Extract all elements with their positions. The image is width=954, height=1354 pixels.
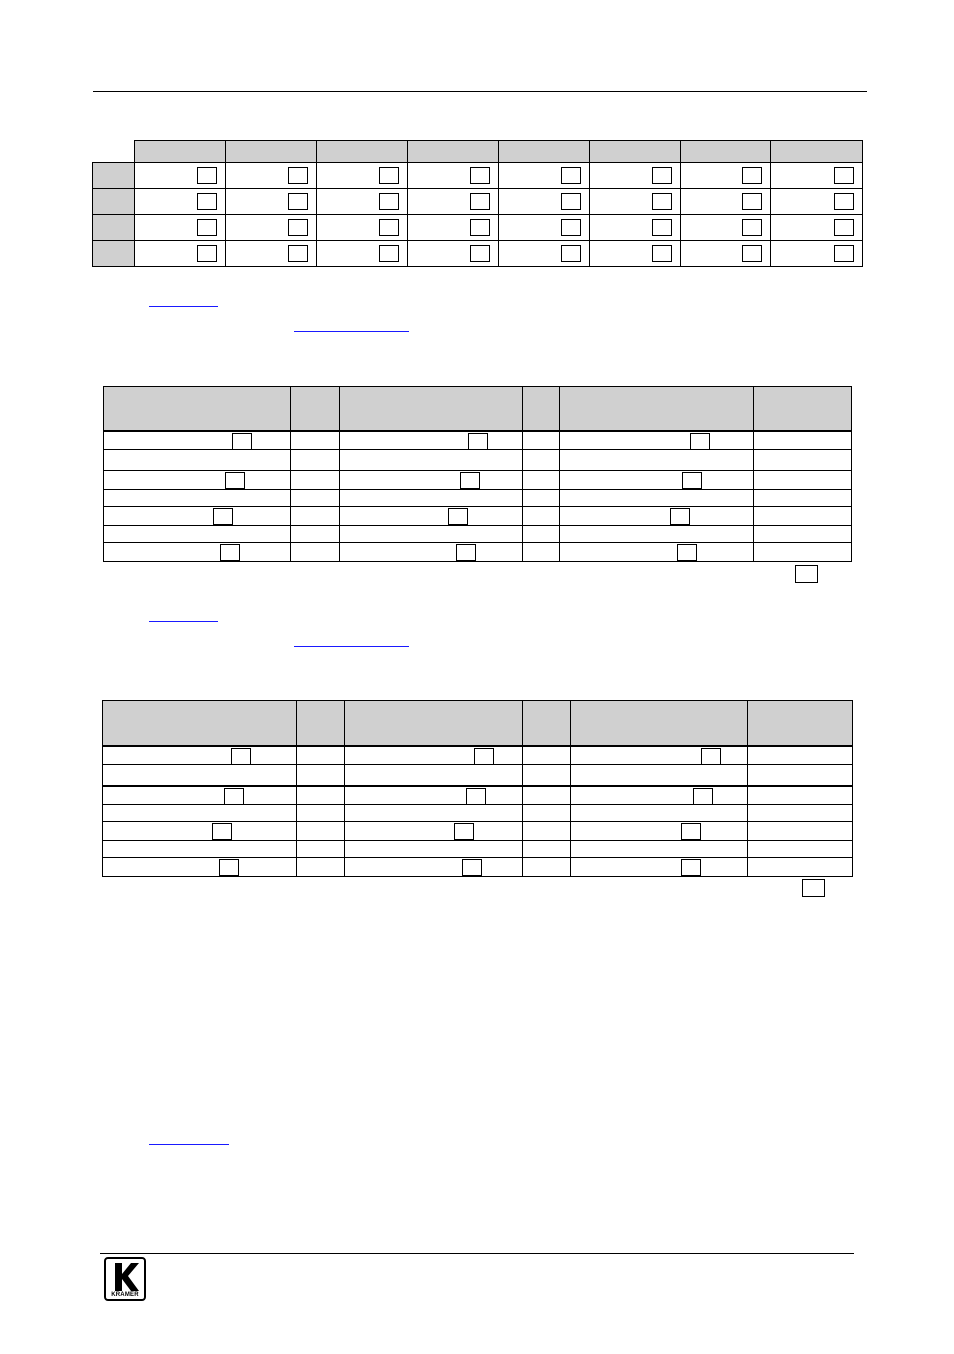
table-header-row [104,387,852,431]
checkbox[interactable] [470,167,490,184]
checkbox[interactable] [470,219,490,236]
checkbox[interactable] [834,193,854,210]
checkbox[interactable] [652,193,672,210]
checkbox[interactable] [379,193,399,210]
checkbox[interactable] [460,472,480,489]
table-row [104,507,852,526]
link-underline[interactable] [149,1144,229,1145]
checkbox[interactable] [474,748,494,765]
checkbox[interactable] [742,167,762,184]
checkbox[interactable] [197,193,217,210]
checkbox[interactable] [561,219,581,236]
grid-row [93,241,863,267]
checkbox[interactable] [379,245,399,262]
checkbox[interactable] [213,508,233,525]
checkbox[interactable] [561,167,581,184]
checkbox[interactable] [693,788,713,805]
checkbox[interactable] [701,748,721,765]
kramer-logo-text: KRAMER [111,1292,139,1298]
checkbox[interactable] [454,823,474,840]
checkbox[interactable] [834,167,854,184]
table-row [103,805,853,822]
checkbox[interactable] [742,245,762,262]
checkbox[interactable] [232,433,252,450]
checkbox[interactable] [652,219,672,236]
checkbox[interactable] [470,193,490,210]
checkbox[interactable] [466,788,486,805]
checkbox[interactable] [197,219,217,236]
checkbox[interactable] [288,167,308,184]
checkbox[interactable] [379,219,399,236]
checkbox[interactable] [224,788,244,805]
table-row [103,786,853,805]
table-row [103,746,853,765]
checkbox[interactable] [742,219,762,236]
grid-table [92,140,863,267]
checkbox[interactable] [681,859,701,876]
table-row [103,765,853,786]
checkbox[interactable] [470,245,490,262]
link-underline[interactable] [294,646,409,647]
table-row [104,431,852,450]
checkbox[interactable] [834,245,854,262]
kramer-logo [104,1257,146,1301]
checkbox[interactable] [652,167,672,184]
checkbox[interactable] [682,472,702,489]
table-row [103,822,853,841]
table-row [104,526,852,543]
table-row [104,450,852,471]
link-underline[interactable] [149,306,218,307]
table-row [104,471,852,490]
checkbox[interactable] [219,859,239,876]
link-underline[interactable] [149,621,218,622]
checkbox[interactable] [681,823,701,840]
checkbox[interactable] [379,167,399,184]
checkbox[interactable] [462,859,482,876]
table-a [103,386,852,562]
checkbox[interactable] [834,219,854,236]
checkbox[interactable] [456,544,476,561]
checkbox[interactable] [197,245,217,262]
checkbox[interactable] [468,433,488,450]
header-rule [93,91,867,92]
footer-rule [100,1253,854,1254]
link-underline[interactable] [294,331,409,332]
checkbox[interactable] [742,193,762,210]
checkbox[interactable] [670,508,690,525]
table-row [103,841,853,858]
table-header-row [103,701,853,746]
table-row [104,543,852,562]
checkbox[interactable] [677,544,697,561]
checkbox[interactable] [288,193,308,210]
checkbox[interactable] [288,219,308,236]
grid-row [93,215,863,241]
kramer-k-icon [106,1261,144,1293]
checkbox[interactable] [197,167,217,184]
checkbox[interactable] [561,245,581,262]
table-row [103,858,853,877]
grid-row [93,189,863,215]
checkbox[interactable] [802,879,825,897]
grid-row [93,163,863,189]
checkbox[interactable] [652,245,672,262]
checkbox[interactable] [212,823,232,840]
table-b [102,700,853,877]
checkbox[interactable] [288,245,308,262]
table-row [104,490,852,507]
checkbox[interactable] [448,508,468,525]
checkbox[interactable] [225,472,245,489]
checkbox[interactable] [220,544,240,561]
checkbox[interactable] [690,433,710,450]
checkbox[interactable] [561,193,581,210]
checkbox[interactable] [795,565,818,583]
checkbox[interactable] [231,748,251,765]
